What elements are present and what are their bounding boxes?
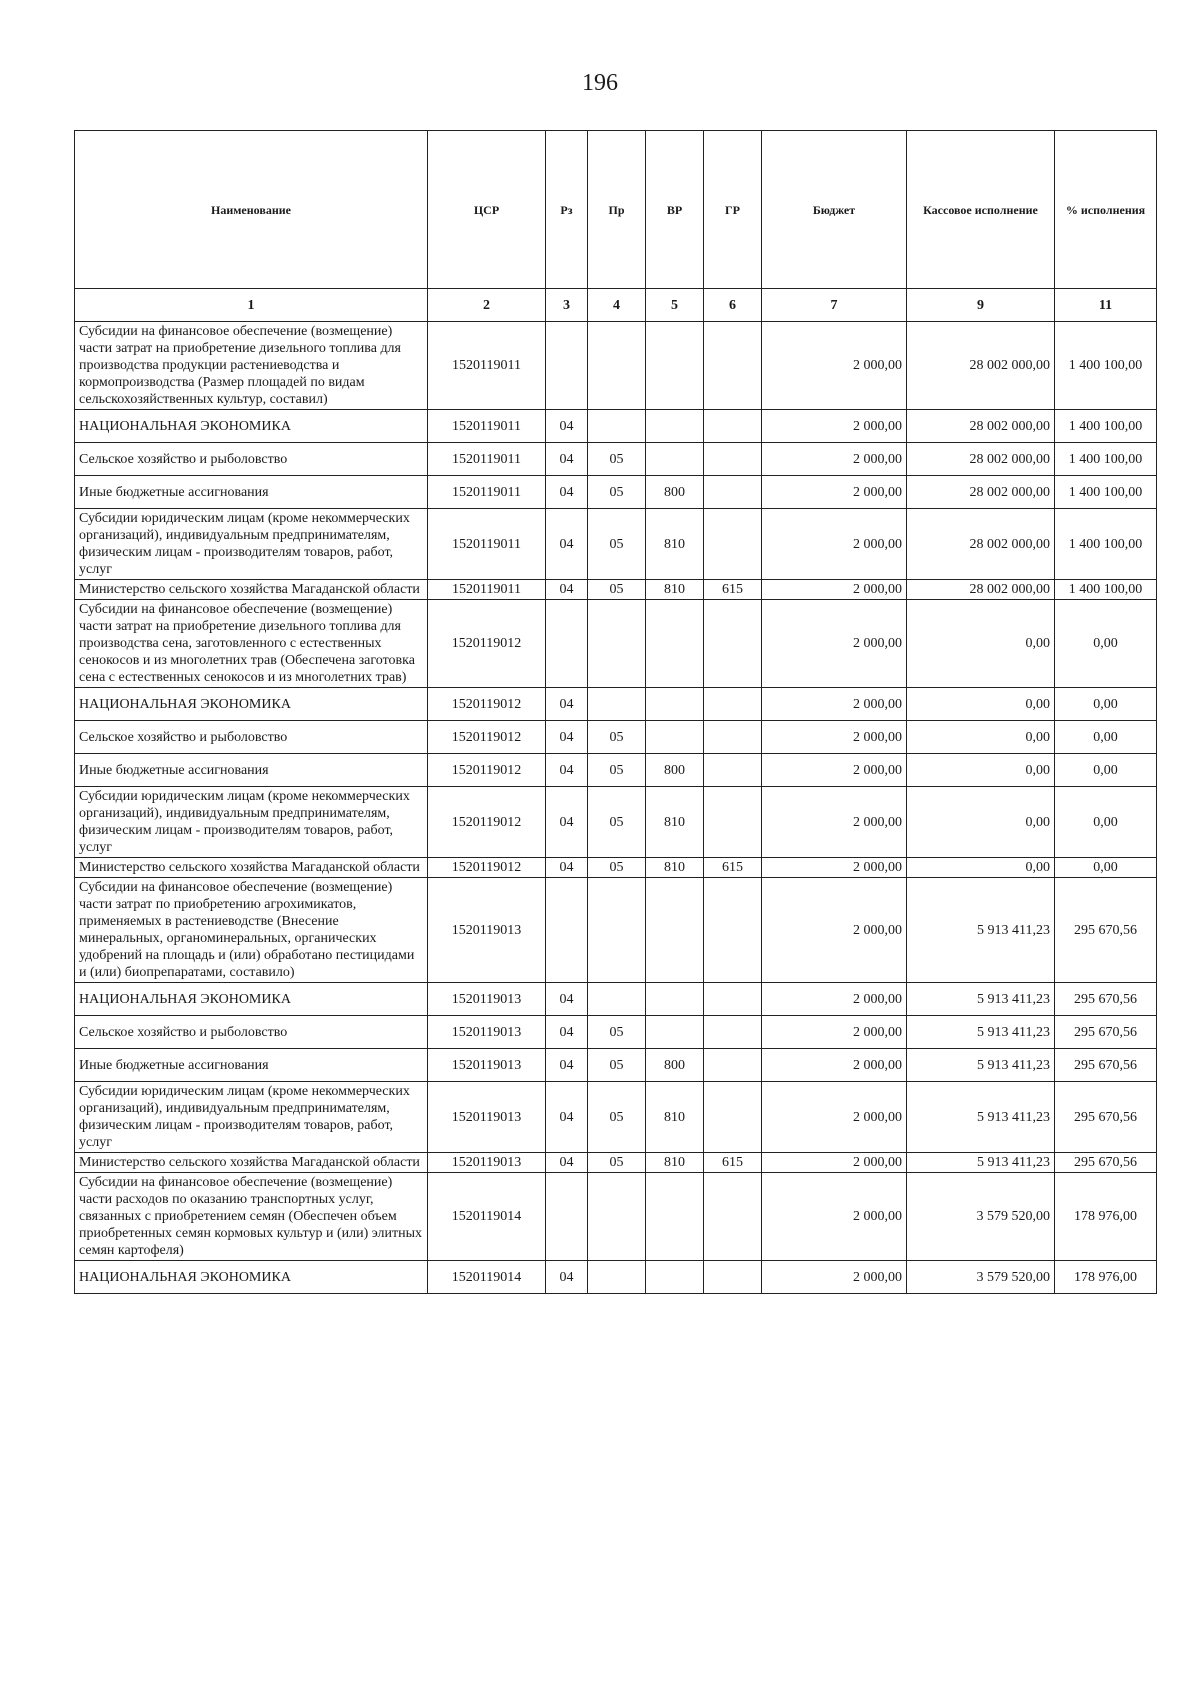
cell-pr: 05 xyxy=(588,1016,646,1049)
cell-gr xyxy=(704,509,762,580)
cell-name: Субсидии на финансовое обеспечение (возмещение) части затрат по приобретению агрохимикатов, применяемых в растениеводстве (Внесение минеральных, органоминеральных, органических удобрений на площадь и (или) обработано пестицидами и (или) биопрепаратами, составило) xyxy=(75,878,428,983)
cell-gr: 615 xyxy=(704,580,762,600)
cell-rz: 04 xyxy=(546,983,588,1016)
cell-executed: 5 913 411,23 xyxy=(907,1016,1055,1049)
cell-percent: 1 400 100,00 xyxy=(1055,322,1157,410)
cell-executed: 0,00 xyxy=(907,688,1055,721)
cell-executed: 0,00 xyxy=(907,858,1055,878)
cell-csr: 1520119014 xyxy=(428,1261,546,1294)
cell-rz: 04 xyxy=(546,1016,588,1049)
table-row xyxy=(75,443,1157,476)
cell-percent: 295 670,56 xyxy=(1055,1153,1157,1173)
cell-rz xyxy=(546,878,588,983)
table-row xyxy=(75,580,1157,600)
table-row xyxy=(75,1049,1157,1082)
cell-percent: 295 670,56 xyxy=(1055,878,1157,983)
cell-vr xyxy=(646,688,704,721)
cell-percent: 295 670,56 xyxy=(1055,1049,1157,1082)
cell-csr: 1520119013 xyxy=(428,983,546,1016)
header-cell: Пр xyxy=(588,131,646,289)
header-cell: Наименование xyxy=(75,131,428,289)
budget-table xyxy=(74,130,1157,1294)
cell-pr xyxy=(588,1173,646,1261)
cell-percent: 1 400 100,00 xyxy=(1055,410,1157,443)
cell-name: Субсидии юридическим лицам (кроме некоммерческих организаций), индивидуальным предпринимателям, физическим лицам - производителям товаров, работ, услуг xyxy=(75,787,428,858)
cell-percent: 0,00 xyxy=(1055,600,1157,688)
cell-executed: 5 913 411,23 xyxy=(907,1049,1055,1082)
cell-vr xyxy=(646,600,704,688)
column-number: 1 xyxy=(75,289,428,322)
cell-pr: 05 xyxy=(588,443,646,476)
cell-rz xyxy=(546,322,588,410)
cell-rz: 04 xyxy=(546,858,588,878)
cell-pr xyxy=(588,688,646,721)
cell-name: Сельское хозяйство и рыболовство xyxy=(75,443,428,476)
cell-csr: 1520119013 xyxy=(428,878,546,983)
cell-percent: 0,00 xyxy=(1055,787,1157,858)
cell-pr: 05 xyxy=(588,1082,646,1153)
cell-pr: 05 xyxy=(588,509,646,580)
cell-rz xyxy=(546,600,588,688)
column-number: 2 xyxy=(428,289,546,322)
cell-budget: 2 000,00 xyxy=(762,410,907,443)
cell-gr xyxy=(704,600,762,688)
cell-gr xyxy=(704,1082,762,1153)
cell-name: НАЦИОНАЛЬНАЯ ЭКОНОМИКА xyxy=(75,410,428,443)
cell-rz: 04 xyxy=(546,1049,588,1082)
cell-pr: 05 xyxy=(588,476,646,509)
cell-percent: 0,00 xyxy=(1055,858,1157,878)
cell-percent: 0,00 xyxy=(1055,688,1157,721)
cell-name: Иные бюджетные ассигнования xyxy=(75,1049,428,1082)
cell-name: Сельское хозяйство и рыболовство xyxy=(75,721,428,754)
cell-budget: 2 000,00 xyxy=(762,787,907,858)
cell-pr: 05 xyxy=(588,580,646,600)
table-row xyxy=(75,1173,1157,1261)
cell-pr xyxy=(588,878,646,983)
table-row xyxy=(75,787,1157,858)
table-body xyxy=(75,322,1157,1294)
cell-percent: 295 670,56 xyxy=(1055,983,1157,1016)
cell-gr xyxy=(704,476,762,509)
cell-gr: 615 xyxy=(704,1153,762,1173)
cell-pr: 05 xyxy=(588,858,646,878)
cell-gr xyxy=(704,688,762,721)
header-cell: ГР xyxy=(704,131,762,289)
cell-budget: 2 000,00 xyxy=(762,1153,907,1173)
table-row xyxy=(75,688,1157,721)
cell-gr xyxy=(704,1016,762,1049)
column-number: 5 xyxy=(646,289,704,322)
header-cell: Бюджет xyxy=(762,131,907,289)
cell-csr: 1520119014 xyxy=(428,1173,546,1261)
column-number-row xyxy=(75,289,1157,322)
cell-csr: 1520119013 xyxy=(428,1082,546,1153)
cell-csr: 1520119012 xyxy=(428,754,546,787)
cell-pr: 05 xyxy=(588,754,646,787)
cell-executed: 5 913 411,23 xyxy=(907,983,1055,1016)
table-row xyxy=(75,878,1157,983)
cell-rz xyxy=(546,1173,588,1261)
cell-name: НАЦИОНАЛЬНАЯ ЭКОНОМИКА xyxy=(75,688,428,721)
header-cell: % исполнения xyxy=(1055,131,1157,289)
cell-csr: 1520119011 xyxy=(428,580,546,600)
cell-executed: 0,00 xyxy=(907,787,1055,858)
table-row xyxy=(75,322,1157,410)
cell-pr xyxy=(588,983,646,1016)
cell-name: НАЦИОНАЛЬНАЯ ЭКОНОМИКА xyxy=(75,983,428,1016)
cell-vr xyxy=(646,322,704,410)
cell-executed: 28 002 000,00 xyxy=(907,476,1055,509)
cell-pr xyxy=(588,600,646,688)
cell-name: Министерство сельского хозяйства Магаданской области xyxy=(75,580,428,600)
cell-gr xyxy=(704,1173,762,1261)
table-row xyxy=(75,983,1157,1016)
cell-gr xyxy=(704,878,762,983)
cell-executed: 0,00 xyxy=(907,754,1055,787)
column-number: 9 xyxy=(907,289,1055,322)
cell-executed: 5 913 411,23 xyxy=(907,1153,1055,1173)
cell-pr xyxy=(588,322,646,410)
cell-executed: 28 002 000,00 xyxy=(907,410,1055,443)
cell-gr xyxy=(704,443,762,476)
column-number: 3 xyxy=(546,289,588,322)
cell-csr: 1520119011 xyxy=(428,410,546,443)
cell-budget: 2 000,00 xyxy=(762,322,907,410)
cell-executed: 28 002 000,00 xyxy=(907,443,1055,476)
cell-budget: 2 000,00 xyxy=(762,443,907,476)
cell-executed: 3 579 520,00 xyxy=(907,1173,1055,1261)
cell-name: Сельское хозяйство и рыболовство xyxy=(75,1016,428,1049)
cell-vr xyxy=(646,721,704,754)
table-row xyxy=(75,476,1157,509)
cell-vr xyxy=(646,983,704,1016)
cell-executed: 3 579 520,00 xyxy=(907,1261,1055,1294)
cell-budget: 2 000,00 xyxy=(762,983,907,1016)
cell-rz: 04 xyxy=(546,509,588,580)
cell-percent: 178 976,00 xyxy=(1055,1173,1157,1261)
cell-budget: 2 000,00 xyxy=(762,600,907,688)
cell-csr: 1520119011 xyxy=(428,509,546,580)
cell-vr xyxy=(646,443,704,476)
page-number: 196 xyxy=(582,70,618,96)
cell-executed: 28 002 000,00 xyxy=(907,509,1055,580)
cell-csr: 1520119013 xyxy=(428,1049,546,1082)
cell-pr xyxy=(588,410,646,443)
cell-csr: 1520119012 xyxy=(428,600,546,688)
table-row xyxy=(75,509,1157,580)
cell-name: Субсидии на финансовое обеспечение (возмещение) части затрат на приобретение дизельного топлива для производства продукции растениеводства и кормопроизводства (Размер площадей по видам сельскохозяйственных культур, составил) xyxy=(75,322,428,410)
cell-gr xyxy=(704,410,762,443)
table-row xyxy=(75,1261,1157,1294)
cell-budget: 2 000,00 xyxy=(762,1173,907,1261)
cell-gr xyxy=(704,1261,762,1294)
table-row xyxy=(75,600,1157,688)
cell-pr xyxy=(588,1261,646,1294)
cell-gr xyxy=(704,983,762,1016)
cell-percent: 1 400 100,00 xyxy=(1055,580,1157,600)
cell-budget: 2 000,00 xyxy=(762,1261,907,1294)
cell-vr: 810 xyxy=(646,1153,704,1173)
cell-rz: 04 xyxy=(546,721,588,754)
cell-budget: 2 000,00 xyxy=(762,878,907,983)
cell-name: Министерство сельского хозяйства Магаданской области xyxy=(75,1153,428,1173)
cell-csr: 1520119011 xyxy=(428,322,546,410)
cell-budget: 2 000,00 xyxy=(762,580,907,600)
cell-budget: 2 000,00 xyxy=(762,858,907,878)
cell-vr xyxy=(646,1016,704,1049)
cell-gr xyxy=(704,754,762,787)
column-number: 11 xyxy=(1055,289,1157,322)
cell-vr xyxy=(646,878,704,983)
column-number: 4 xyxy=(588,289,646,322)
cell-percent: 0,00 xyxy=(1055,721,1157,754)
cell-executed: 28 002 000,00 xyxy=(907,580,1055,600)
cell-name: Субсидии на финансовое обеспечение (возмещение) части затрат на приобретение дизельного топлива для производства сена, заготовленного с естественных сенокосов и из многолетних трав (Обеспечена заготовка сена с естественных сенокосов и из многолетних трав) xyxy=(75,600,428,688)
cell-executed: 28 002 000,00 xyxy=(907,322,1055,410)
cell-budget: 2 000,00 xyxy=(762,1082,907,1153)
cell-csr: 1520119012 xyxy=(428,858,546,878)
cell-csr: 1520119013 xyxy=(428,1016,546,1049)
cell-name: Субсидии юридическим лицам (кроме некоммерческих организаций), индивидуальным предпринимателям, физическим лицам - производителям товаров, работ, услуг xyxy=(75,509,428,580)
cell-csr: 1520119013 xyxy=(428,1153,546,1173)
table-row xyxy=(75,858,1157,878)
cell-executed: 5 913 411,23 xyxy=(907,1082,1055,1153)
cell-rz: 04 xyxy=(546,580,588,600)
cell-percent: 178 976,00 xyxy=(1055,1261,1157,1294)
cell-gr: 615 xyxy=(704,858,762,878)
cell-pr: 05 xyxy=(588,721,646,754)
table-row xyxy=(75,1082,1157,1153)
cell-rz: 04 xyxy=(546,787,588,858)
cell-percent: 1 400 100,00 xyxy=(1055,476,1157,509)
cell-pr: 05 xyxy=(588,1153,646,1173)
cell-vr xyxy=(646,410,704,443)
cell-rz: 04 xyxy=(546,754,588,787)
cell-rz: 04 xyxy=(546,688,588,721)
cell-percent: 0,00 xyxy=(1055,754,1157,787)
cell-budget: 2 000,00 xyxy=(762,754,907,787)
header-cell: Кассовое исполнение xyxy=(907,131,1055,289)
cell-executed: 5 913 411,23 xyxy=(907,878,1055,983)
cell-vr: 800 xyxy=(646,476,704,509)
cell-percent: 1 400 100,00 xyxy=(1055,443,1157,476)
cell-name: Субсидии на финансовое обеспечение (возмещение) части расходов по оказанию транспортных услуг, связанных с приобретением семян (Обеспечен объем приобретенных семян кормовых культур и (или) элитных семян картофеля) xyxy=(75,1173,428,1261)
cell-pr: 05 xyxy=(588,1049,646,1082)
column-number: 7 xyxy=(762,289,907,322)
cell-rz: 04 xyxy=(546,443,588,476)
cell-csr: 1520119012 xyxy=(428,787,546,858)
cell-name: Субсидии юридическим лицам (кроме некоммерческих организаций), индивидуальным предпринимателям, физическим лицам - производителям товаров, работ, услуг xyxy=(75,1082,428,1153)
table-row xyxy=(75,754,1157,787)
cell-csr: 1520119011 xyxy=(428,443,546,476)
table-row xyxy=(75,1016,1157,1049)
cell-percent: 295 670,56 xyxy=(1055,1082,1157,1153)
cell-budget: 2 000,00 xyxy=(762,476,907,509)
cell-budget: 2 000,00 xyxy=(762,688,907,721)
cell-budget: 2 000,00 xyxy=(762,1049,907,1082)
cell-csr: 1520119012 xyxy=(428,688,546,721)
cell-rz: 04 xyxy=(546,476,588,509)
cell-vr: 810 xyxy=(646,1082,704,1153)
cell-rz: 04 xyxy=(546,1153,588,1173)
cell-executed: 0,00 xyxy=(907,600,1055,688)
cell-vr: 810 xyxy=(646,858,704,878)
cell-name: Министерство сельского хозяйства Магаданской области xyxy=(75,858,428,878)
cell-gr xyxy=(704,787,762,858)
cell-budget: 2 000,00 xyxy=(762,721,907,754)
cell-rz: 04 xyxy=(546,1261,588,1294)
cell-name: Иные бюджетные ассигнования xyxy=(75,754,428,787)
cell-csr: 1520119011 xyxy=(428,476,546,509)
cell-vr: 800 xyxy=(646,1049,704,1082)
cell-percent: 1 400 100,00 xyxy=(1055,509,1157,580)
header-cell: Рз xyxy=(546,131,588,289)
header-cell: ЦСР xyxy=(428,131,546,289)
table-row xyxy=(75,410,1157,443)
cell-gr xyxy=(704,721,762,754)
cell-name: Иные бюджетные ассигнования xyxy=(75,476,428,509)
cell-csr: 1520119012 xyxy=(428,721,546,754)
cell-vr xyxy=(646,1173,704,1261)
table-header-row xyxy=(75,131,1157,289)
cell-rz: 04 xyxy=(546,1082,588,1153)
column-number: 6 xyxy=(704,289,762,322)
cell-vr: 810 xyxy=(646,509,704,580)
cell-gr xyxy=(704,322,762,410)
cell-pr: 05 xyxy=(588,787,646,858)
cell-name: НАЦИОНАЛЬНАЯ ЭКОНОМИКА xyxy=(75,1261,428,1294)
cell-vr: 810 xyxy=(646,787,704,858)
table-row xyxy=(75,1153,1157,1173)
cell-gr xyxy=(704,1049,762,1082)
header-cell: ВР xyxy=(646,131,704,289)
cell-vr xyxy=(646,1261,704,1294)
cell-executed: 0,00 xyxy=(907,721,1055,754)
cell-rz: 04 xyxy=(546,410,588,443)
cell-budget: 2 000,00 xyxy=(762,1016,907,1049)
cell-vr: 810 xyxy=(646,580,704,600)
cell-percent: 295 670,56 xyxy=(1055,1016,1157,1049)
cell-vr: 800 xyxy=(646,754,704,787)
cell-budget: 2 000,00 xyxy=(762,509,907,580)
table-row xyxy=(75,721,1157,754)
